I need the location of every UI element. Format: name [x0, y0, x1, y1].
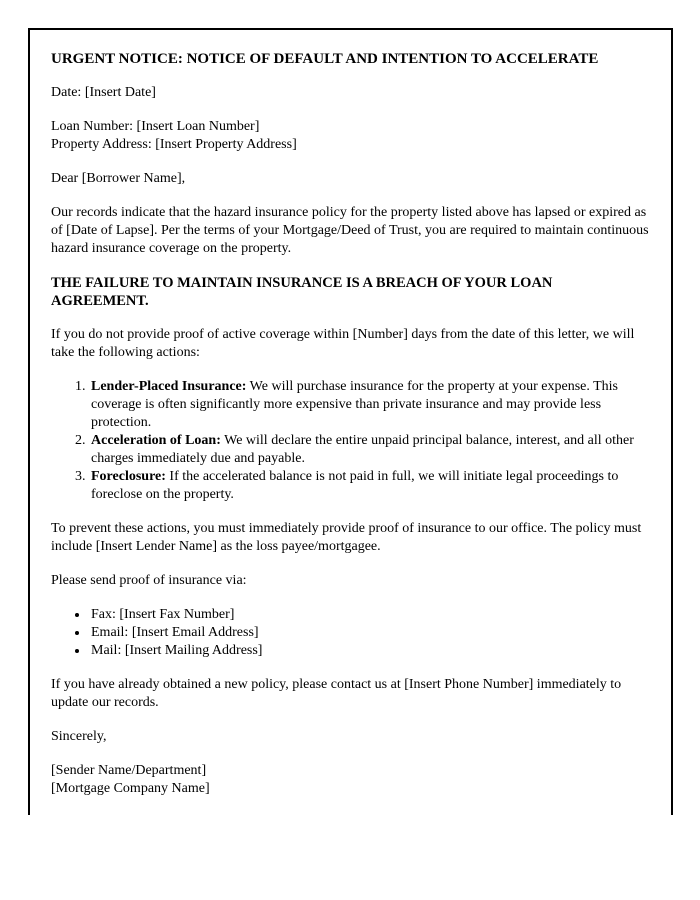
loan-number-line: Loan Number: [Insert Loan Number] [51, 119, 260, 134]
paragraph-actions-intro: If you do not provide proof of active coverage within [Number] days from the date of this letter, we will take the following actions: [51, 327, 635, 360]
actions-list [51, 378, 650, 504]
property-address-line: Property Address: [Insert Property Address] [51, 137, 297, 152]
paragraph-records: Our records indicate that the hazard insurance policy for the property listed above has lapsed or expired as of [Date of Lapse]. Per the terms of your Mortgage/Deed of Trust, you are required to maintain continuous hazard insurance coverage on the property. [51, 205, 649, 256]
action-label: Lender-Placed Insurance: [91, 379, 247, 394]
loan-property-block [51, 118, 650, 154]
proof-methods-list [51, 606, 650, 660]
list-item [89, 378, 650, 432]
action-text: We will declare the entire unpaid principal balance, interest, and all other charges immediately due and payable. [91, 433, 634, 466]
list-item: • Mail: [Insert Mailing Address] [89, 642, 650, 660]
closing: Sincerely, [51, 729, 107, 744]
action-label: Foreclosure: [91, 469, 166, 484]
list-item [89, 432, 650, 468]
signature-block [51, 762, 650, 798]
letter-frame [28, 28, 673, 815]
proof-intro: Please send proof of insurance via: [51, 573, 247, 588]
list-item [89, 468, 650, 504]
sender-name-line: [Sender Name/Department] [51, 763, 207, 778]
action-text: We will purchase insurance for the property at your expense. This coverage is often significantly more expensive than private insurance and may provide less protection. [91, 379, 618, 430]
date-line: Date: [Insert Date] [51, 85, 156, 100]
paragraph-prevent: To prevent these actions, you must immediately provide proof of insurance to our office. The policy must include [Insert Lender Name] as the loss payee/mortgagee. [51, 521, 642, 554]
list-item: • Email: [Insert Email Address] [89, 624, 650, 642]
paragraph-already-obtained: If you have already obtained a new policy, please contact us at [Insert Phone Number] immediately to update our records. [51, 677, 622, 710]
breach-statement: THE FAILURE TO MAINTAIN INSURANCE IS A BREACH OF YOUR LOAN AGREEMENT. [51, 275, 553, 309]
list-item: • Fax: [Insert Fax Number] [89, 606, 650, 624]
sender-company-line: [Mortgage Company Name] [51, 781, 210, 796]
action-label: Acceleration of Loan: [91, 433, 221, 448]
action-text: If the accelerated balance is not paid in full, we will initiate legal proceedings to foreclose on the property. [91, 469, 619, 502]
salutation: Dear [Borrower Name], [51, 171, 186, 186]
letter-title: URGENT NOTICE: NOTICE OF DEFAULT AND INTENTION TO ACCELERATE [51, 51, 599, 67]
